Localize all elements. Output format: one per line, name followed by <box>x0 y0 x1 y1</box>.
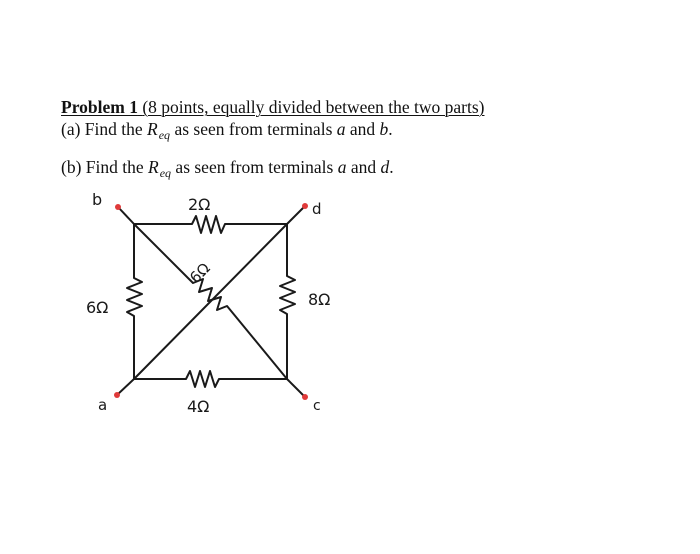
part-a-prefix: (a) Find the <box>61 119 143 139</box>
resistor-label-right: 8Ω <box>308 290 331 309</box>
lead-c <box>287 379 305 397</box>
part-a-subscript: eq <box>158 128 171 142</box>
top-branch-wire <box>134 216 287 233</box>
circuit-wires <box>117 206 305 397</box>
part-b-conj: and <box>350 157 377 177</box>
problem-title: Problem 1 <box>61 97 138 117</box>
bottom-branch-wire <box>134 371 287 387</box>
terminal-label-d: d <box>312 200 322 218</box>
part-b-prefix: (b) Find the <box>61 157 144 177</box>
part-a-term2: b <box>379 119 389 139</box>
part-b-subscript: eq <box>159 166 172 180</box>
left-branch-wire <box>127 224 142 379</box>
terminal-dot-a <box>114 392 120 398</box>
terminal-label-b: b <box>92 190 103 209</box>
part-b-term2: d <box>380 157 390 177</box>
part-a-middle: as seen from terminals <box>174 119 333 139</box>
resistor-label-left: 6Ω <box>86 298 109 317</box>
terminal-dot-d <box>302 203 308 209</box>
lead-a <box>117 379 134 395</box>
part-b-middle: as seen from terminals <box>175 157 334 177</box>
problem-points: (8 points, equally divided between the two parts) <box>142 97 485 117</box>
lead-d <box>287 206 305 224</box>
part-b-term1: a <box>337 157 347 177</box>
right-branch-wire <box>280 224 295 379</box>
part-a-conj: and <box>349 119 376 139</box>
part-a-end: . <box>388 119 393 139</box>
terminal-label-c: c <box>313 398 321 414</box>
terminal-dot-b <box>115 204 121 210</box>
part-b-end: . <box>389 157 394 177</box>
terminal-label-a: a <box>98 396 108 414</box>
lead-b <box>118 207 134 224</box>
resistor-label-top: 2Ω <box>188 195 211 214</box>
part-a-symbol: R <box>147 119 158 139</box>
part-a-term1: a <box>336 119 346 139</box>
part-b-symbol: R <box>148 157 159 177</box>
terminal-dot-c <box>302 394 308 400</box>
resistor-label-diagonal: 6Ω <box>186 259 214 287</box>
resistor-label-bottom: 4Ω <box>187 397 210 416</box>
